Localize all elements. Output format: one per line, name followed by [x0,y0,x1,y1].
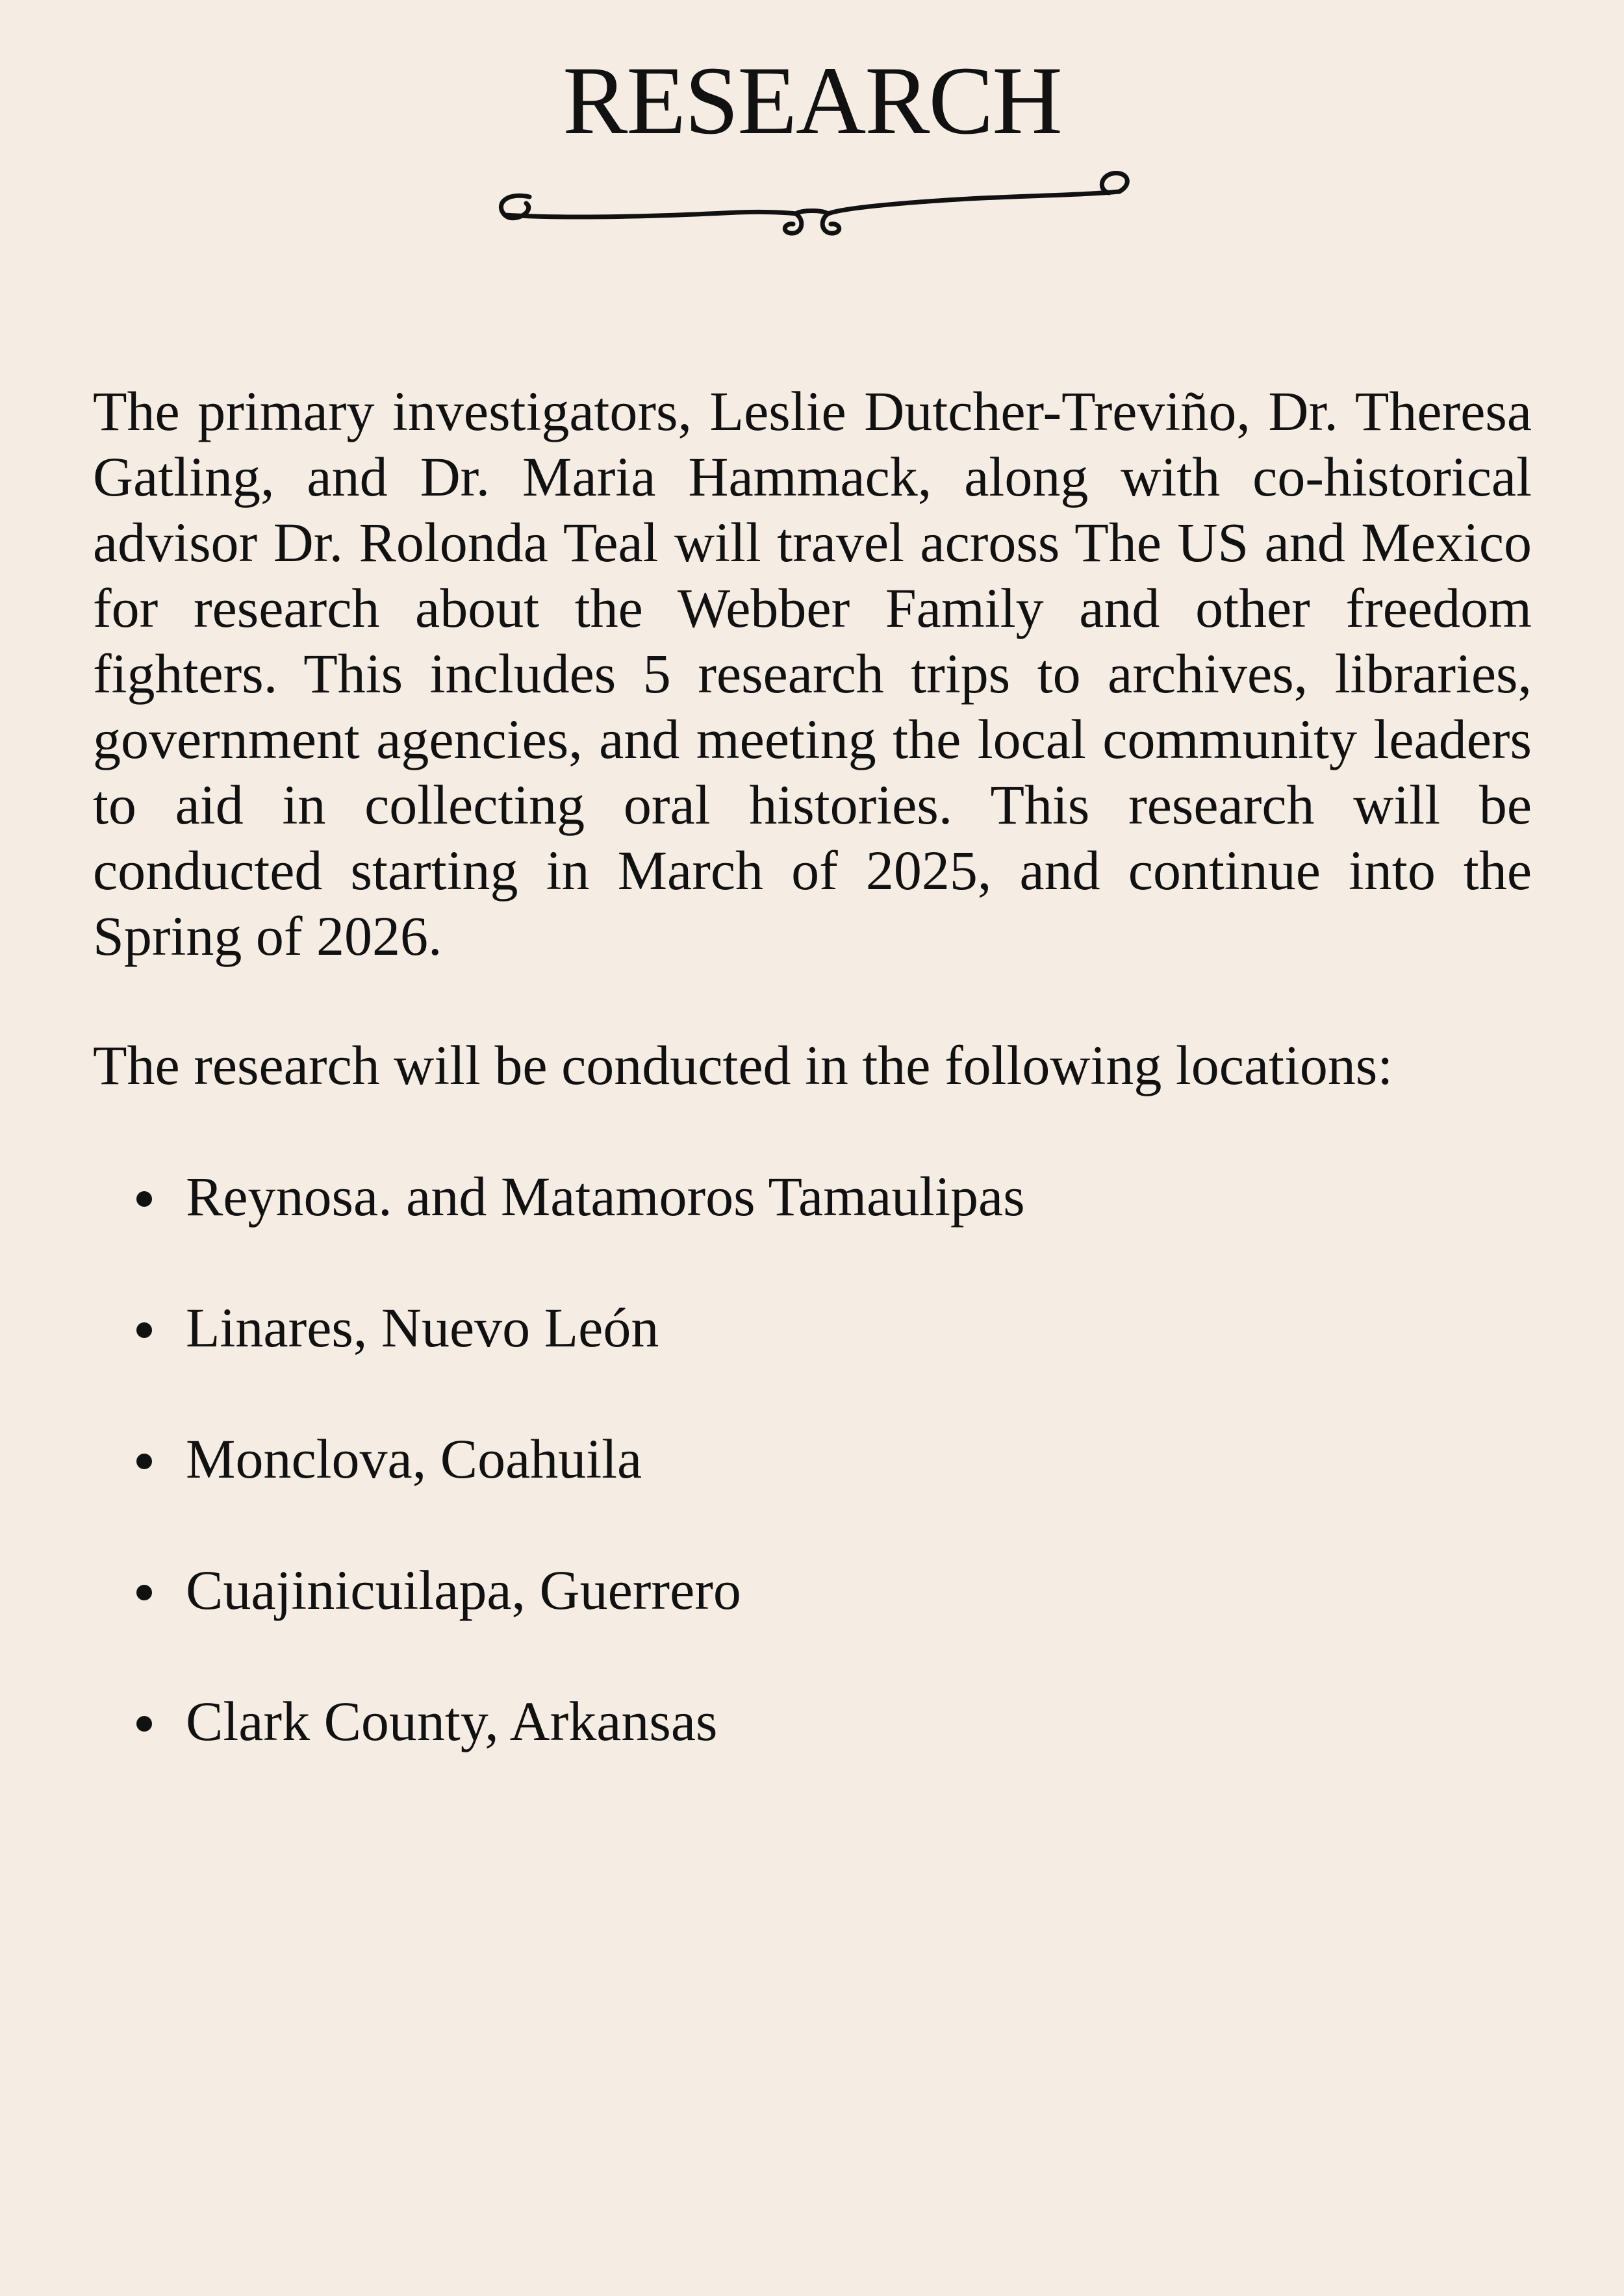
list-item [136,1295,1436,1361]
location-label: Clark County, Arkansas [186,1690,718,1752]
locations-heading: The research will be conducted in the following locations: [93,1034,1393,1096]
list-item [136,1558,1436,1623]
bullet-icon [136,1322,152,1338]
location-label: Reynosa. and Matamoros Tamaulipas [186,1165,1025,1228]
list-item [136,1689,1436,1754]
list-item [136,1426,1436,1492]
location-label: Cuajinicuilapa, Guerrero [186,1559,741,1621]
bullet-icon [136,1585,152,1600]
location-label: Monclova, Coahuila [186,1428,642,1490]
page-title: RESEARCH [563,47,1061,155]
bullet-icon [136,1716,152,1732]
list-item [136,1164,1436,1230]
decorative-flourish-icon [490,166,1134,237]
location-label: Linares, Nuevo León [186,1296,659,1359]
bullet-icon [136,1454,152,1469]
intro-paragraph: The primary investigators, Leslie Dutcher-Treviño, Dr. Theresa Gatling, and Dr. Maria Hammack, along with co-historical advisor Dr. Rolonda Teal will travel across The US and Mexico for research about the Webber Family and other freedom fighters. This includes 5 research trips to archives, libraries, government agencies, and meeting the local community leaders to aid in collecting oral histories. This research will be conducted starting in March of 2025, and continue into the Spring of 2026. [93,380,1532,967]
bullet-icon [136,1191,152,1207]
